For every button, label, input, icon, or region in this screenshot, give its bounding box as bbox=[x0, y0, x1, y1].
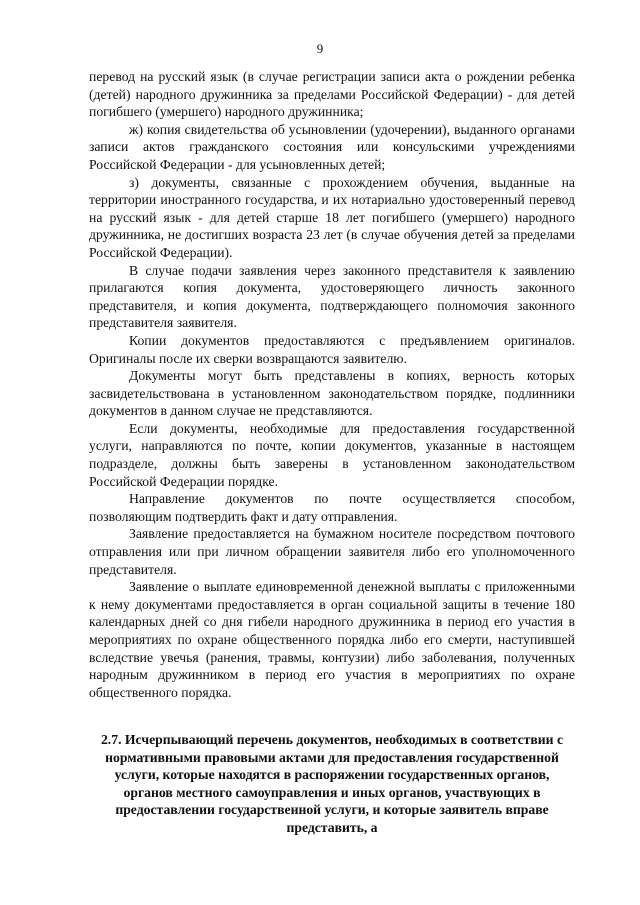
section-heading-2-7: 2.7. Исчерпывающий перечень документов, необходимых в соответствии с нормативными правовыми актами для предоставления государственной услуги, которые находятся в распоряжении государственных органов, органов местного самоуправления и иных органов, участвующих в предоставлении государственной услуги, и которые заявитель вправе представить, а bbox=[100, 732, 564, 835]
paragraph-legal-representative: В случае подачи заявления через законного представителя к заявлению прилагаются копия документа, удостоверяющего личность законного представителя, и копия документа, подтверждающего полномочия законного представителя заявителя. bbox=[89, 262, 575, 331]
document-body bbox=[89, 68, 575, 701]
paragraph-paper-application: Заявление предоставляется на бумажном носителе посредством почтового отправления или при личном обращении заявителя либо его уполномоченного представителя. bbox=[89, 526, 575, 577]
paragraph-postal-method: Направление документов по почте осуществляется способом, позволяющим подтвердить факт и дату отправления. bbox=[89, 491, 575, 524]
paragraph-postal-submission: Если документы, необходимые для предоставления государственной услуги, направляются по почте, копии документов, указанные в настоящем подразделе, должны быть заверены в установленном законодательством Российской Федерации порядке. bbox=[89, 420, 575, 489]
paragraph-copies-originals: Копии документов предоставляются с предъявлением оригиналов. Оригиналы после их сверки возвращаются заявителю. bbox=[89, 332, 575, 366]
page-number: 9 bbox=[316, 41, 324, 56]
paragraph-certified-copies: Документы могут быть представлены в копиях, верность которых засвидетельствована в установленном законодательством порядке, подлинники документов в данном случае не представляются. bbox=[89, 368, 575, 419]
paragraph-item-z-education: з) документы, связанные с прохождением обучения, выданные на территории иностранного государства, и их нотариально удостоверенный перевод на русский язык - для детей старше 18 лет погибшего (умершего) народного дружинника, не достигших возраста 23 лет (в случае обучения детей за пределами Российской Федерации). bbox=[89, 174, 575, 260]
paragraph-item-zh-adoption: ж) копия свидетельства об усыновлении (удочерении), выданного органами записи актов гражданского состояния или консульскими учреждениями Российской Федерации - для усыновленных детей; bbox=[89, 121, 575, 172]
paragraph-translation-continued: перевод на русский язык (в случае регистрации записи акта о рождении ребенка (детей) народного дружинника за пределами Российской Федерации) - для детей погибшего (умершего) народного дружинника; bbox=[89, 69, 575, 120]
paragraph-payment-deadline: Заявление о выплате единовременной денежной выплаты с приложенными к нему документами предоставляется в орган социальной защиты в течение 180 календарных дней со дня гибели народного дружинника в период его участия в мероприятиях по охране общественного порядка либо его смерти, наступившей вследствие увечья (ранения, травмы, контузии) либо заболевания, полученных народным дружинником в период его участия в мероприятиях по охране общественного порядка. bbox=[89, 579, 575, 700]
